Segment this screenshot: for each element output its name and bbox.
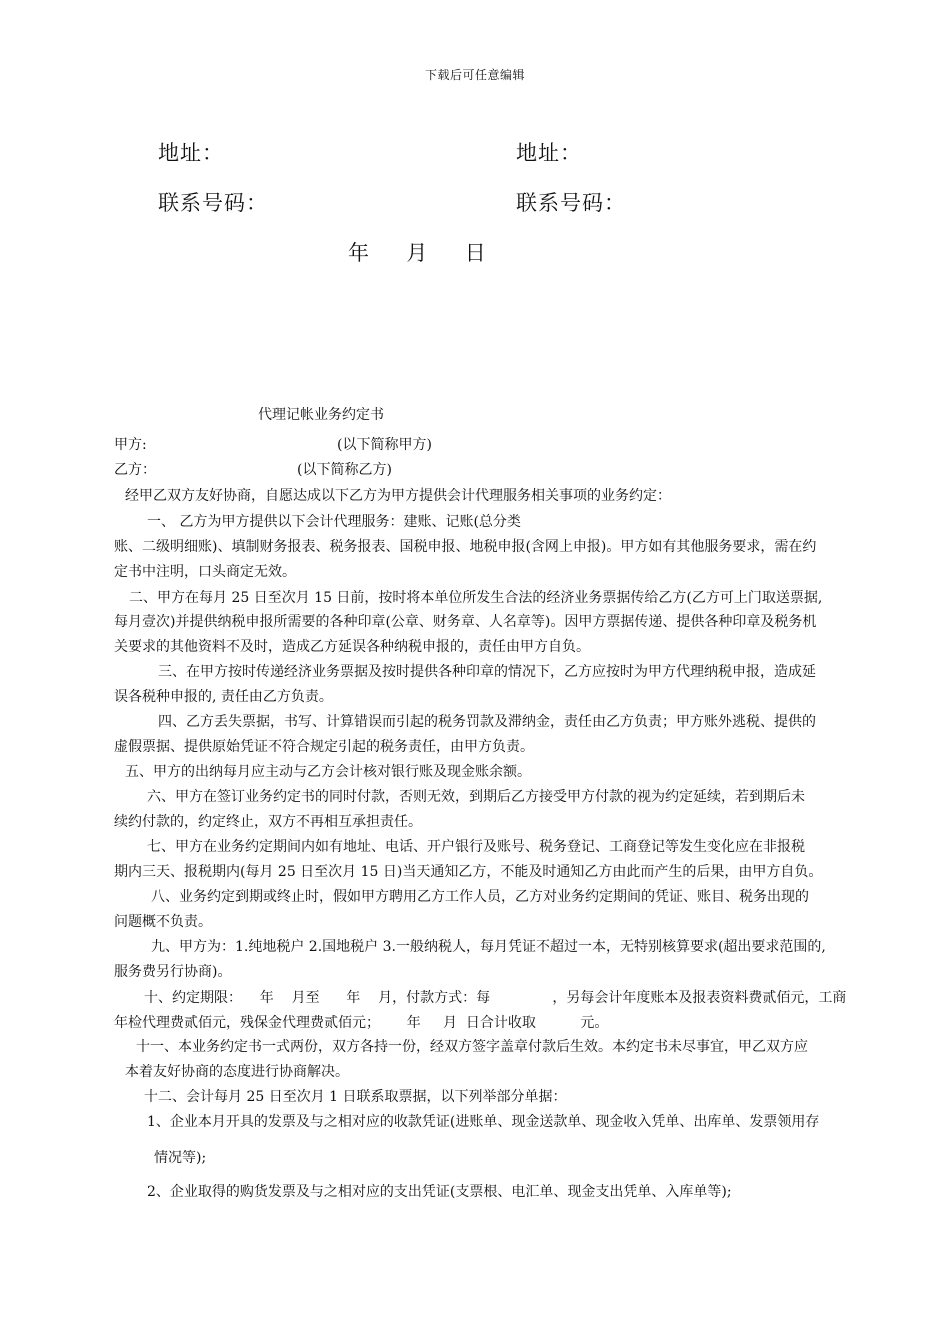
date-day: 日	[464, 241, 486, 265]
date-month: 月	[406, 241, 428, 265]
item-1-line-1: 1、企业本月开具的发票及与之相对应的收款凭证(进账单、现金送款单、现金收入凭单、出库单、发票领用存	[147, 1114, 820, 1130]
clause-11-line-1: 十一、本业务约定书一式两份，双方各持一份，经双方签字盖章付款后生效。本约定书未尽事宜，甲乙双方应	[136, 1039, 808, 1055]
clause-3-line-2: 误各税种申报的, 责任由乙方负责。	[114, 689, 333, 705]
clause-2-line-2: 每月壹次)并提供纳税申报所需要的各种印章(公章、财务章、人名章等)。因甲方票据传递、提供各种印章及税务机	[114, 614, 817, 630]
clause-7-line-2: 期内三天、报税期内(每月 25 日至次月 15 日)当天通知乙方，不能及时通知乙方由此而产生的后果，由甲方自负。	[114, 864, 823, 880]
party-a-note: (以下简称甲方)	[337, 437, 432, 453]
clause-1-line-2: 账、二级明细账)、填制财务报表、税务报表、国税申报、地税申报(含网上申报)。甲方如有其他服务要求，需在约	[114, 539, 817, 555]
clause-8-line-1: 八、业务约定到期或终止时，假如甲方聘用乙方工作人员，乙方对业务约定期间的凭证、账目、税务出现的	[151, 889, 809, 905]
header-note: 下载后可任意编辑	[424, 68, 525, 82]
item-2-line-1: 2、企业取得的购货发票及与之相对应的支出凭证(支票根、电汇单、现金支出凭单、入库单等);	[147, 1184, 732, 1200]
clause-6-line-1: 六、甲方在签订业务约定书的同时付款，否则无效，到期后乙方接受甲方付款的视为约定延续，若到期后未	[147, 789, 805, 805]
clause-5-line-1: 五、甲方的出纳每月应主动与乙方会计核对银行账及现金账余额。	[125, 764, 531, 780]
clause-11-line-2: 本着友好协商的态度进行协商解决。	[125, 1064, 349, 1080]
clause-9-line-1: 九、甲方为：1.纯地税户 2.国地税户 3.一般纳税人，每月凭证不超过一本，无特别核算要求(超出要求范围的,	[151, 939, 826, 955]
left-address-label: 地址：	[158, 141, 224, 165]
contract-title: 代理记帐业务约定书	[258, 407, 384, 423]
right-address-label: 地址：	[516, 141, 582, 165]
clause-1-line-3: 定书中注明，口头商定无效。	[114, 564, 296, 580]
right-phone-label: 联系号码：	[516, 191, 626, 215]
clause-10-line-1: 十、约定期限： 年 月至 年 月，付款方式：每 ，另每会计年度账本及报表资料费贰佰元，工商	[144, 990, 847, 1006]
clause-7-line-1: 七、甲方在业务约定期间内如有地址、电话、开户银行及账号、税务登记、工商登记等发生变化应在非报税	[147, 839, 805, 855]
clause-4-line-1: 四、乙方丢失票据，书写、计算错误而引起的税务罚款及滞纳金，责任由乙方负责；甲方账外逃税、提供的	[158, 714, 816, 730]
clause-6-line-2: 续约付款的，约定终止，双方不再相互承担责任。	[114, 814, 422, 830]
contract-intro: 经甲乙双方友好协商，自愿达成以下乙方为甲方提供会计代理服务相关事项的业务约定：	[125, 488, 671, 504]
left-phone-label: 联系号码：	[158, 191, 268, 215]
clause-1-line-1: 一、 乙方为甲方提供以下会计代理服务：建账、记账(总分类	[147, 514, 521, 530]
clause-2-line-3: 关要求的其他资料不及时，造成乙方延误各种纳税申报的，责任由甲方自负。	[114, 639, 590, 655]
clause-12-line-1: 十二、会计每月 25 日至次月 1 日联系取票据，以下列举部分单据：	[144, 1089, 567, 1105]
clause-2-line-1: 二、甲方在每月 25 日至次月 15 日前，按时将本单位所发生合法的经济业务票据传给乙方(乙方可上门取送票据,	[129, 590, 823, 606]
clause-9-line-2: 服务费另行协商)。	[114, 964, 232, 980]
party-b-label: 乙方：	[114, 462, 156, 478]
signature-date	[348, 237, 486, 267]
party-a-label: 甲方:	[114, 437, 147, 453]
item-1-line-2: 情况等);	[154, 1150, 207, 1166]
clause-8-line-2: 问题概不负责。	[114, 914, 212, 930]
party-b-note: (以下简称乙方)	[297, 462, 392, 478]
date-year: 年	[348, 241, 369, 265]
clause-10-line-2: 年检代理费贰佰元，残保金代理费贰佰元； 年 月 日合计收取 元。	[114, 1015, 609, 1031]
clause-3-line-1: 三、在甲方按时传递经济业务票据及按时提供各种印章的情况下，乙方应按时为甲方代理纳税申报，造成延	[158, 664, 816, 680]
clause-4-line-2: 虚假票据、提供原始凭证不符合规定引起的税务责任，由甲方负责。	[114, 739, 534, 755]
